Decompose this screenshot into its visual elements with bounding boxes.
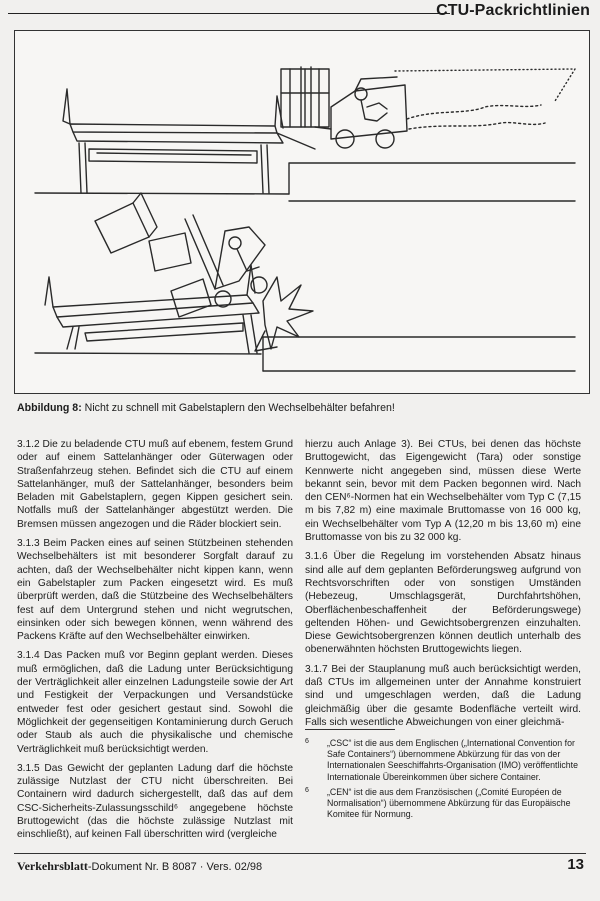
- footnotes: [305, 738, 583, 824]
- caption-label: Abbildung 8:: [17, 402, 82, 414]
- footnote: [305, 787, 583, 821]
- paragraph-3-1-3: 3.1.3 Beim Packen eines auf seinen Stützbeinen stehenden Wechselbehälters ist mit besonderer Sorgfalt darauf zu achten, daß der Wechselbehälter nicht kippen kann, wenn ein Gabelstapler zum Packen eingesetzt wird. Es muß überprüft werden, daß die Stützbeine des Wechselbehälters fest auf dem Untergrund stehen und nicht wegrutschen, einsinken oder sich bewegen können, wenn während des Packens Kräfte auf den Wechselbehälter einwirken.: [17, 538, 293, 643]
- footnote-mark: 6: [305, 786, 309, 794]
- header-title: CTU-Packrichtlinien: [436, 2, 590, 19]
- publication-name: Verkehrsblatt: [17, 859, 88, 873]
- paragraph-3-1-5: 3.1.5 Das Gewicht der geplanten Ladung darf die höchste zulässige Nutzlast der CTU nicht überschreiten. Bei Containern wird dadurch sichergestellt, daß das auf dem CSC-Sicherheits-Zulassungsschild⁶ angegebene höchste Bruttogewicht (das die höchste zulässige Nutzlast mit einschließt), auf keinen Fall überschritten wird (vergleiche: [17, 762, 293, 841]
- footnote-text: „CEN“ ist die aus dem Französischen („Comité Européen de Normalisation“) übernommene Abkürzung für das Europäische Komitee für Normung.: [327, 786, 571, 820]
- right-column: [305, 438, 581, 735]
- scene-bottom-tipping: [35, 193, 575, 371]
- figure-caption: [17, 401, 587, 415]
- paragraph-3-1-2: 3.1.2 Die zu beladende CTU muß auf ebenem, festem Grund oder auf einem Sattelanhänger oder Güterwagen oder Straßenfahrzeug stehen. Befindet sich die CTU auf einem Sattelanhänger, muß der Sattelanhänger, besonders beim Beladen mit Gabelstaplern, gegen Kippen gesichert sein. Notfalls muß der Sattelanhänger abgestützt werden. Die Bremsen müssen angezogen und die Räder blockiert sein.: [17, 439, 293, 530]
- page-header: [0, 0, 600, 26]
- footnote: [305, 738, 583, 783]
- document-number: -Dokument Nr. B 8087 · Vers. 02/98: [87, 861, 263, 873]
- footnote-rule: [305, 729, 395, 730]
- left-column: [17, 438, 293, 848]
- illustration-frame: [14, 30, 590, 394]
- page-number: 13: [567, 856, 584, 873]
- document-reference: [17, 859, 262, 874]
- paragraph-3-1-6: 3.1.6 Über die Regelung im vorstehenden Absatz hinaus sind alle auf dem geplanten Beförderungsweg aufgrund von Rechtsvorschriften oder von sonstigen Umständen (Hebezeug, Umschlagsgerät, Durchfahrtshöhen, Oberflächenbeschaffenheit der Beförderungswege) geltenden Höhen- und Gewichtsobergrenzen einzuhalten. Diese Gewichtsobergrenzen können deutlich unterhalb des obenerwähnten höchsten Bruttogewichts liegen.: [305, 551, 581, 656]
- caption-text: Nicht zu schnell mit Gabelstaplern den Wechselbehälter befahren!: [81, 402, 395, 414]
- footer-rule: [14, 853, 586, 854]
- page-footer: [0, 853, 600, 883]
- footnote-text: „CSC“ ist die aus dem Englischen („International Convention for Safe Containers“) übernommene Abkürzung für das von der Internationalen Seeschiffahrts-Organisation (IMO) veröffentlichte Internationale Übereinkommen über sichere Container.: [327, 738, 579, 782]
- header-rule: [8, 13, 450, 14]
- forklift-illustration: [15, 31, 589, 393]
- paragraph-3-1-4: 3.1.4 Das Packen muß vor Beginn geplant werden. Dieses muß ermöglichen, daß die Ladung unter Berücksichtigung der Verträglichkeit aller einzelnen Ladungsteile sowie der Art und Festigkeit der Verpackungen und Versandstücke entweder fest oder gesichert gestaut sind. Sowohl die Möglichkeit der gegenseitigen Kontaminierung durch Geruch oder Staub als auch die physikalische und chemische Verträglichkeit muß berücksichtigt werden.: [17, 650, 293, 755]
- paragraph-3-1-5-cont: hierzu auch Anlage 3). Bei CTUs, bei denen das höchste Bruttogewicht, das Eigengewicht (Tara) oder sonstige Kennwerte nicht angegeben sind, müssen diese Werte bekannt sein, bevor mit dem Packen begonnen wird. Nach den CEN⁶-Normen hat ein Wechselbehälter vom Typ C (7,15 m bis 7,82 m) eine maximale Bruttomasse von 16 000 kg, ein Wechselbehälter vom Typ A (12,20 m bis 13,60 m) eine Bruttomasse von bis zu 32 000 kg.: [305, 439, 581, 544]
- paragraph-3-1-7: 3.1.7 Bei der Stauplanung muß auch berücksichtigt werden, daß CTUs im allgemeinen unter der Annahme konstruiert sind und umgeschlagen werden, daß die Ladung gleichmäßig über die gesamte Bodenfläche verteilt wird. Falls sich wesentliche Abweichungen von einer gleichmä-: [305, 663, 581, 728]
- footnote-mark: 6: [305, 738, 309, 745]
- scene-top-proper-loading: [35, 67, 575, 201]
